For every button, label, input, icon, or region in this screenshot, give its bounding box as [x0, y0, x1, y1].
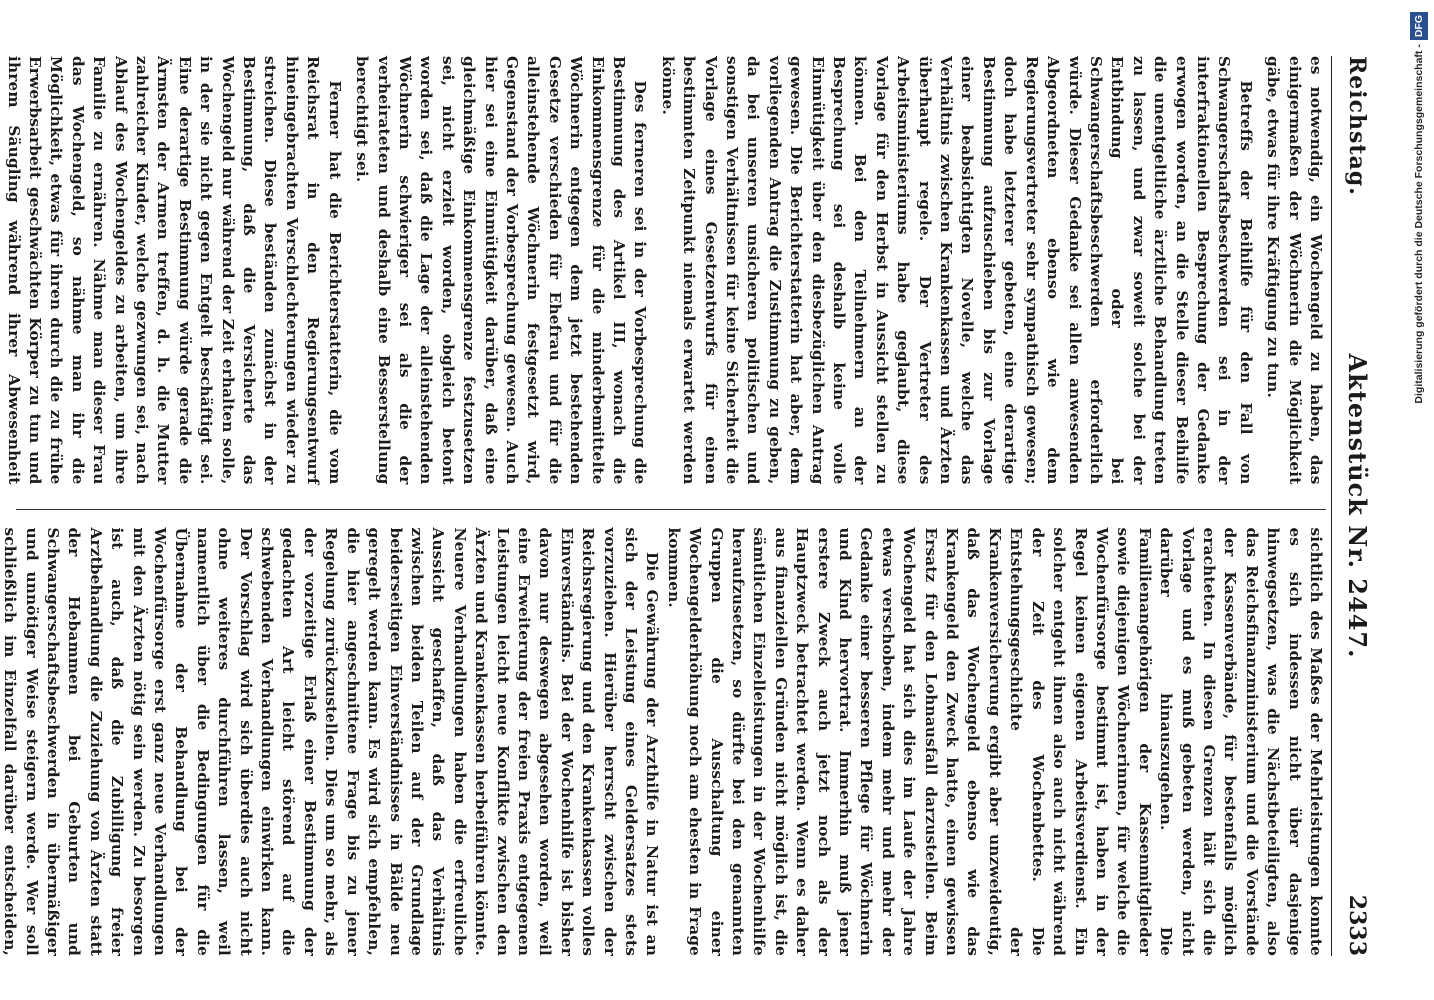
- column-left: [4, 56, 1326, 485]
- paragraph: Die Gewährung der Arzthilfe in Natur ist an sich der Leistung eines Geldersatzes stets vorzuziehen. Hierüber herrscht zwischen der Reichsregierung und den Krankenkassen volles Einverständnis. Bei der Wochenhilfe ist bisher davon nur deswegen abgesehen worden, weil eine Erweiterung der freien Praxis entgegenen Leistungen leicht neue Konflikte zwischen den Ärzten und Krankenkassen herbeiführen könnte. Neuere Verhandlungen haben die erfreuliche Aussicht geschaffen, daß das Verhältnis zwischen beiden Teilen auf der Grundlage beiderseitigen Einverständnisses in Bälde neu geregelt werden kann. Es wird sich empfehlen, die hier angeschnittene Frage bis zu jener Regelung zurückzustellen. Dies um so mehr, als der vorzeitige Erlaß einer Bestimmung der gedachten Art leicht störend auf die schwebenden Verhandlungen einwirken kann. Der Vorschlag wird sich überdies auch nicht ohne weiteres durchführen lassen, weil namentlich über die Bedingungen für die Übernahme der Behandlung bei der Wochenfürsorge erst ganz neue Verhandlungen mit den Ärzten nötig sein werden. Zu besorgen ist auch, daß die Zubilligung freier Arztbehandlung die Zuziehung von Ärzten statt der Hebammen bei Geburten und Schwangerschaftsbeschwerden in übermäßiger und unnötiger Weise steigern werde. Wer soll schließlich im Einzelfall darüber entscheiden,: [1, 527, 662, 956]
- paragraph: es notwendig, ein Wochengeld zu haben, das einigermaßen der Wöchnerin die Möglichkeit gäbe, etwas für ihre Kräftigung zu tun.: [1264, 56, 1325, 485]
- page-number: 2333: [1344, 894, 1370, 956]
- header-left: Reichstag.: [1344, 56, 1370, 196]
- paragraph: sichtlich des Maßes der Mehrleistungen konnte es sich indessen nicht über dasjenige hinwegsetzen, was die Nächstbeteiligten, also das Reichsfinanzministerium und die Vorstände der Kassenverbände, für bestenfalls möglich erachteten. In diesen Grenzen hält sich die Vorlage und es muß gebeten werden, nicht darüber hinauszugehen. Die Familienangehörigen der Kassenmitglieder sowie diejenigen Wöchnerinnen, für welche die Wochenfürsorge bestimmt ist, haben in der Regel keinen eigenen Arbeitsverdienst. Ein solcher entgeht ihnen also auch nicht während der Zeit des Wochenbettes. Die Entstehungsgeschichte der Krankenversicherung ergibt aber unzweideutig, daß das Wochengeld ebenso wie das Krankengeld den Zweck hatte, einen gewissen Ersatz für den Lohnausfall darzustellen. Beim Wochengeld hat sich dies im Laufe der Jahre etwas verschoben, indem mehr und mehr der Gedanke einer besseren Pflege für Wöchnerin und Kind hervortrat. Immerhin muß jener erstere Zweck auch jetzt noch als der Hauptzweck betrachtet werden. Wenn es daher aus finanziellen Gründen nicht möglich ist, die sämtlichen Einzelleistungen in der Wochenhilfe heraufzusetzen, so dürfte bei den genannten Gruppen die Ausschaltung einer Wochengelderhöhung noch am ehesten in Frage kommen.: [664, 527, 1325, 956]
- text-columns: [1, 56, 1326, 956]
- header-title: Aktenstück Nr. 2447.: [1343, 353, 1372, 659]
- paragraph: Des ferneren sei in der Vorbesprechung die Bestimmung des Artikel III, wonach die Einkommensgrenze für die minderbemittelte Wöchnerin entgegen dem jetzt bestehenden Gesetze verschieden für Ehefrau und für die alleinstehende Wöchnerin festgesetzt wird, Gegenstand der Vorbesprechung gewesen. Auch hier sei eine Einmütigkeit darüber, daß eine gleichmäßige Einkommensgrenze festzusetzen sei, nicht erzielt worden, obgleich betont worden sei, daß die Lage der alleinstehenden Wöchnerin schwieriger sei als die der verheirateten und deshalb eine Besserstellung berechtigt sei.: [353, 56, 650, 485]
- side-credit: [1410, 8, 1428, 992]
- paragraph: Ferner hat die Berichterstatterin, die vom Reichsrat in den Regierungsentwurf hineingebrachten Verschlechterungen wieder zu streichen. Diese beständen zunächst in der Bestimmung, daß die Versicherte das Wochengeld nur während der Zeit erhalten solle, in der sie nicht gegen Entgelt beschäftigt sei. Eine derartige Bestimmung würde gerade die Ärmsten der Armen treffen, d. h. die Mutter zahlreicher Kinder, welche gezwungen sei, nach Ablauf des Wochengeldes zu arbeiten, um ihre Familie zu ernähren. Nähme man dieser Frau das Wochengeld, so nähme man ihr die Möglichkeit, etwas für ihren durch die zu frühe Erwerbsarbeit geschwächten Körper zu tun und ihrem Säugling während ihrer Abwesenheit: [4, 56, 344, 485]
- paragraph: Betreffs der Beihilfe für den Fall von Schwangerschaftsbeschwerden sei in der interfraktionellen Besprechung der Gedanke erwogen worden, an die Stelle dieser Beihilfe die unentgeltliche ärztliche Behandlung treten zu lassen, und zwar soweit solche bei der Entbindung oder bei Schwangerschaftsbeschwerden erforderlich würde. Dieser Gedanke sei allen anwesenden Abgeordneten ebenso wie dem Regierungsvertreter sehr sympathisch gewesen; doch habe letzterer gebeten, eine derartige Bestimmung aufzuschieben bis zur Vorlage einer beabsichtigten Novelle, welche das Verhältnis zwischen Krankenkassen und Ärzten überhaupt regele. Der Vertreter des Arbeitsministeriums habe geglaubt, diese Vorlage für den Herbst in Aussicht stellen zu können. Bei den Teilnehmern an der Besprechung sei deshalb keine volle Einmütigkeit über den diesbezüglichen Antrag gewesen. Die Berichterstatterin hat aber, dem vorliegenden Antrag die Zustimmung zu geben, da bei unseren unsicheren politischen und sonstigen Verhältnissen für keine Sicherheit die Vorlage eines Gesetzentwurfs für einen bestimmten Zeitpunkt niemals erwartet werden könne.: [658, 56, 1255, 485]
- dfg-logo: DFG: [1410, 12, 1428, 40]
- credit-text: Digitalisierung gefördert durch die Deutsche Forschungsgemeinschaft -: [1413, 44, 1425, 404]
- column-right: [1, 509, 1326, 957]
- page-header: [1331, 56, 1376, 956]
